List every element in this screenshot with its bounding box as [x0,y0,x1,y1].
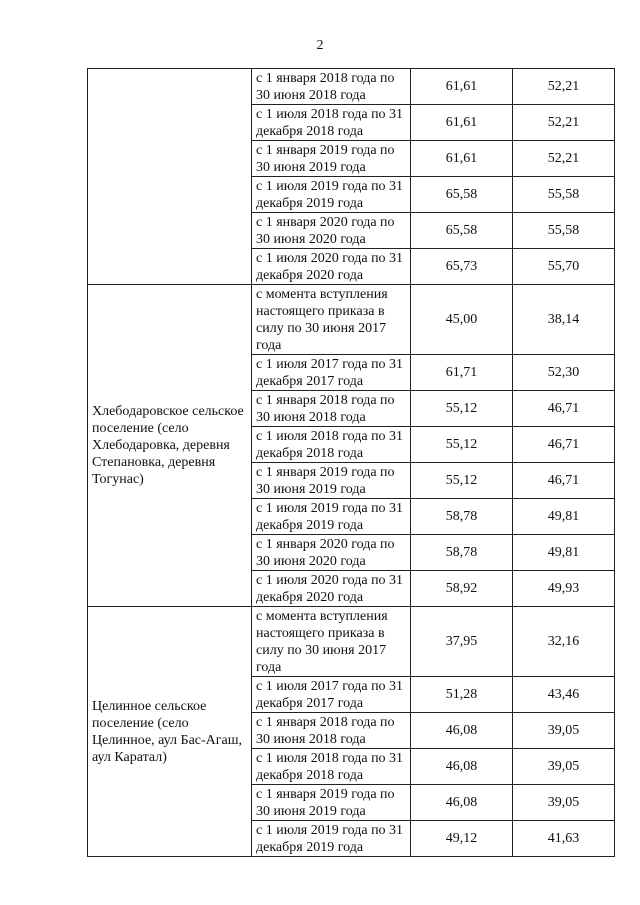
value-cell: 52,21 [513,105,615,141]
page-number: 2 [316,38,324,53]
period-cell: с 1 июля 2017 года по 31 декабря 2017 года [252,355,411,391]
value-cell: 52,30 [513,355,615,391]
period-cell: с 1 июля 2018 года по 31 декабря 2018 года [252,427,411,463]
value-cell: 39,05 [513,785,615,821]
period-cell: с 1 июля 2020 года по 31 декабря 2020 года [252,571,411,607]
value-cell: 65,58 [411,177,513,213]
value-cell: 46,71 [513,391,615,427]
period-cell: с 1 января 2019 года по 30 июня 2019 года [252,141,411,177]
period-cell: с 1 июля 2019 года по 31 декабря 2019 года [252,177,411,213]
tariff-table [87,68,615,857]
period-cell: с 1 января 2019 года по 30 июня 2019 года [252,785,411,821]
period-cell: с 1 января 2020 года по 30 июня 2020 года [252,535,411,571]
value-cell: 46,71 [513,463,615,499]
period-cell: с 1 июля 2018 года по 31 декабря 2018 года [252,749,411,785]
value-cell: 55,58 [513,177,615,213]
value-cell: 65,73 [411,249,513,285]
period-cell: с 1 июля 2018 года по 31 декабря 2018 года [252,105,411,141]
value-cell: 49,93 [513,571,615,607]
value-cell: 65,58 [411,213,513,249]
value-cell: 39,05 [513,713,615,749]
value-cell: 49,81 [513,535,615,571]
period-cell: с 1 января 2018 года по 30 июня 2018 года [252,713,411,749]
period-cell: с 1 января 2019 года по 30 июня 2019 года [252,463,411,499]
value-cell: 61,61 [411,105,513,141]
period-cell: с 1 июля 2017 года по 31 декабря 2017 года [252,677,411,713]
value-cell: 49,81 [513,499,615,535]
period-cell: с 1 января 2018 года по 30 июня 2018 года [252,391,411,427]
settlement-cell [88,69,252,285]
value-cell: 39,05 [513,749,615,785]
value-cell: 49,12 [411,821,513,857]
value-cell: 52,21 [513,141,615,177]
value-cell: 45,00 [411,285,513,355]
value-cell: 61,71 [411,355,513,391]
value-cell: 55,70 [513,249,615,285]
value-cell: 55,12 [411,463,513,499]
value-cell: 61,61 [411,141,513,177]
value-cell: 46,08 [411,749,513,785]
period-cell: с 1 января 2018 года по 30 июня 2018 года [252,69,411,105]
period-cell: с 1 января 2020 года по 30 июня 2020 года [252,213,411,249]
period-cell: с 1 июля 2019 года по 31 декабря 2019 года [252,821,411,857]
value-cell: 46,08 [411,713,513,749]
value-cell: 46,71 [513,427,615,463]
value-cell: 43,46 [513,677,615,713]
value-cell: 55,12 [411,427,513,463]
period-cell: с момента вступления настоящего приказа в силу по 30 июня 2017 года [252,285,411,355]
value-cell: 51,28 [411,677,513,713]
value-cell: 46,08 [411,785,513,821]
value-cell: 41,63 [513,821,615,857]
period-cell: с 1 июля 2019 года по 31 декабря 2019 года [252,499,411,535]
value-cell: 55,12 [411,391,513,427]
table-row [88,285,615,355]
value-cell: 55,58 [513,213,615,249]
value-cell: 58,92 [411,571,513,607]
table-row [88,607,615,677]
value-cell: 32,16 [513,607,615,677]
value-cell: 61,61 [411,69,513,105]
settlement-cell: Целинное сельское поселение (село Целинное, аул Бас-Агаш, аул Каратал) [88,607,252,857]
value-cell: 38,14 [513,285,615,355]
value-cell: 37,95 [411,607,513,677]
tariff-table-body [88,69,615,857]
period-cell: с 1 июля 2020 года по 31 декабря 2020 года [252,249,411,285]
value-cell: 52,21 [513,69,615,105]
table-row [88,69,615,105]
period-cell: с момента вступления настоящего приказа в силу по 30 июня 2017 года [252,607,411,677]
settlement-cell: Хлебодаровское сельское поселение (село Хлебодаровка, деревня Степановка, деревня Тогунас) [88,285,252,607]
value-cell: 58,78 [411,535,513,571]
value-cell: 58,78 [411,499,513,535]
